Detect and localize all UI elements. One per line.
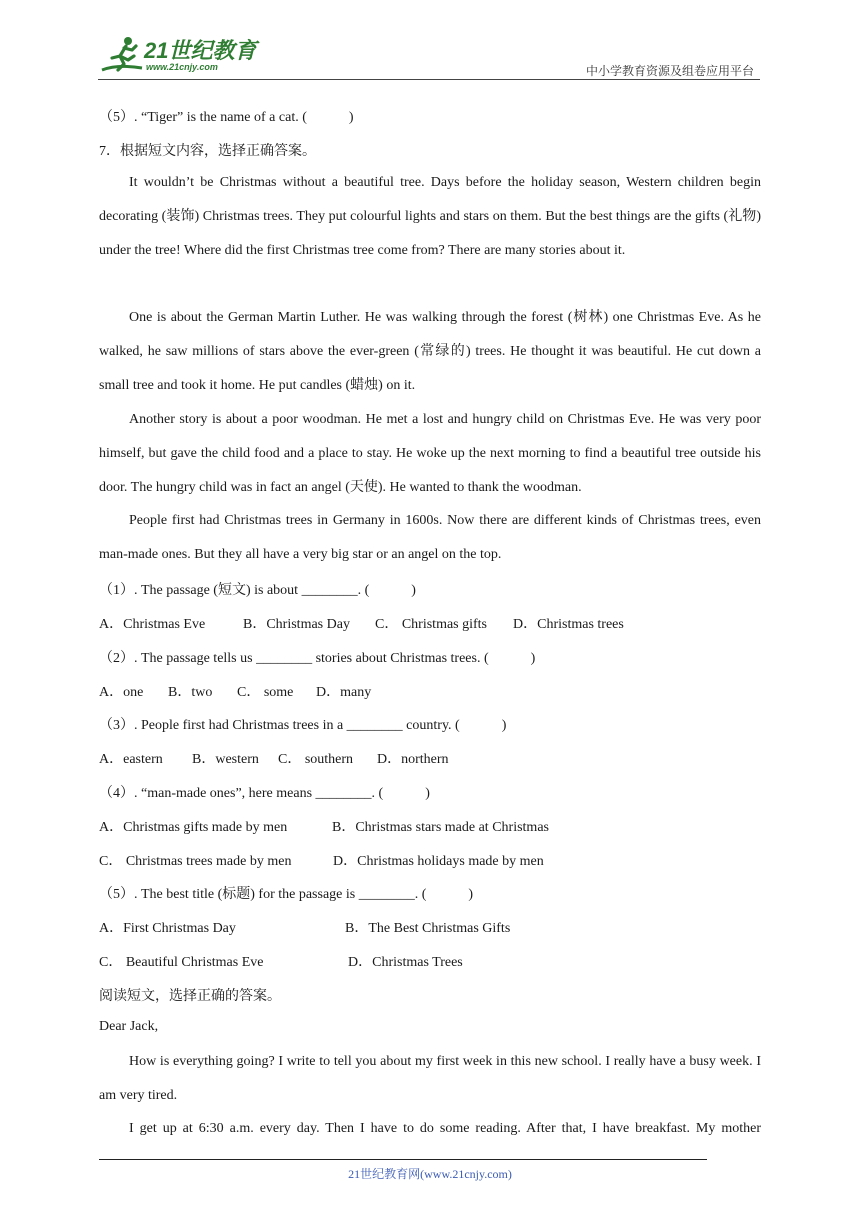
option-c[interactable]: C． southern (278, 752, 354, 767)
footer-divider (99, 1159, 707, 1160)
passage-paragraph-1-text: It wouldn’t be Christmas without a beautiful tree. Days before the holiday season, Western children begin decorating (装饰) Christmas trees. They put colourful lights and stars on them. But the best things are the gifts (礼物) under the tree! Where did the first Christmas tree come from? There are many stories about it. (99, 175, 761, 258)
option-b[interactable]: B．western (192, 752, 259, 767)
option-a[interactable]: A．eastern (99, 752, 163, 767)
question-stem: （3）. People first had Christmas trees in a ________ country. ( ) (99, 718, 507, 733)
question-stem: （5）. The best title (标题) for the passage is ________. ( ) (99, 887, 474, 902)
page-footer: 21世纪教育网(www.21cnjy.com) (348, 1167, 512, 1181)
option-b[interactable]: B．two (168, 685, 213, 700)
letter-paragraph-1 (99, 1045, 761, 1113)
passage-paragraph-2-text: One is about the German Martin Luther. He was walking through the forest (树林) one Christmas Eve. As he walked, he saw millions of stars above the ever-green (常绿的) trees. He thought it was beautiful. He cut down a small tree and took it home. He put candles (蜡烛) on it. (99, 310, 761, 393)
logo-main-text: 21世纪教育 (144, 38, 257, 63)
option-a[interactable]: A．First Christmas Day (99, 921, 236, 936)
option-b[interactable]: B．Christmas Day (243, 617, 350, 632)
question-stem: （1）. The passage (短文) is about ________. ( ) (99, 583, 416, 598)
passage-paragraph-1 (99, 166, 761, 268)
passage-paragraph-4-text: People first had Christmas trees in Germany in 1600s. Now there are different kinds of Christmas trees, even man-made ones. But they all have a very big star or an angel on the top. (99, 513, 761, 562)
option-d[interactable]: D．many (316, 685, 372, 700)
letter-paragraph-2-text: I get up at 6:30 a.m. every day. Then I have to do some reading. After that, I have breakfast. My mother (129, 1121, 761, 1136)
option-d[interactable]: D．Christmas trees (513, 617, 624, 632)
reading-2-title: 阅读短文，选择正确的答案。 (99, 989, 281, 1004)
letter-greeting: Dear Jack, (99, 1019, 159, 1034)
passage-paragraph-3 (99, 403, 761, 505)
passage-paragraph-3-text: Another story is about a poor woodman. He met a lost and hungry child on Christmas Eve. He was very poor himself, but gave the child food and a place to stay. He woke up the next morning to find a beautiful tree outside his door. The hungry child was in fact an angel (天使). He wanted to thank the woodman. (99, 412, 761, 495)
question-stem: （2）. The passage tells us ________ stories about Christmas trees. ( ) (99, 651, 536, 666)
letter-paragraph-1-text: How is everything going? I write to tell you about my first week in this new school. I really have a busy week. I am very tired. (99, 1054, 761, 1103)
option-c[interactable]: C． some (237, 685, 294, 700)
passage-paragraph-4 (99, 504, 761, 572)
option-b[interactable]: B．Christmas stars made at Christmas (332, 820, 549, 835)
option-d[interactable]: D．Christmas holidays made by men (333, 854, 544, 869)
page-header (98, 34, 760, 80)
header-tagline: 中小学教育资源及组卷应用平台 (585, 64, 754, 78)
option-c[interactable]: C． Beautiful Christmas Eve (99, 955, 264, 970)
option-c[interactable]: C． Christmas trees made by men (99, 854, 292, 869)
logo-url-text: www.21cnjy.com (146, 62, 218, 72)
question-stem: （4）. “man-made ones”, here means ________. ( ) (99, 786, 430, 801)
logo-text (144, 40, 256, 72)
option-a[interactable]: A．one (99, 685, 144, 700)
question-7-title: 7．根据短文内容，选择正确答案。 (99, 144, 316, 159)
option-d[interactable]: D．northern (377, 752, 449, 767)
question-6-5: （5）. “Tiger” is the name of a cat. ( ) (99, 110, 354, 125)
option-a[interactable]: A．Christmas gifts made by men (99, 820, 288, 835)
option-a[interactable]: A．Christmas Eve (99, 617, 206, 632)
header-divider (98, 79, 760, 80)
option-d[interactable]: D．Christmas Trees (348, 955, 463, 970)
option-c[interactable]: C． Christmas gifts (375, 617, 488, 632)
option-b[interactable]: B．The Best Christmas Gifts (345, 921, 511, 936)
letter-paragraph-2 (99, 1112, 761, 1146)
passage-paragraph-2 (99, 301, 761, 403)
